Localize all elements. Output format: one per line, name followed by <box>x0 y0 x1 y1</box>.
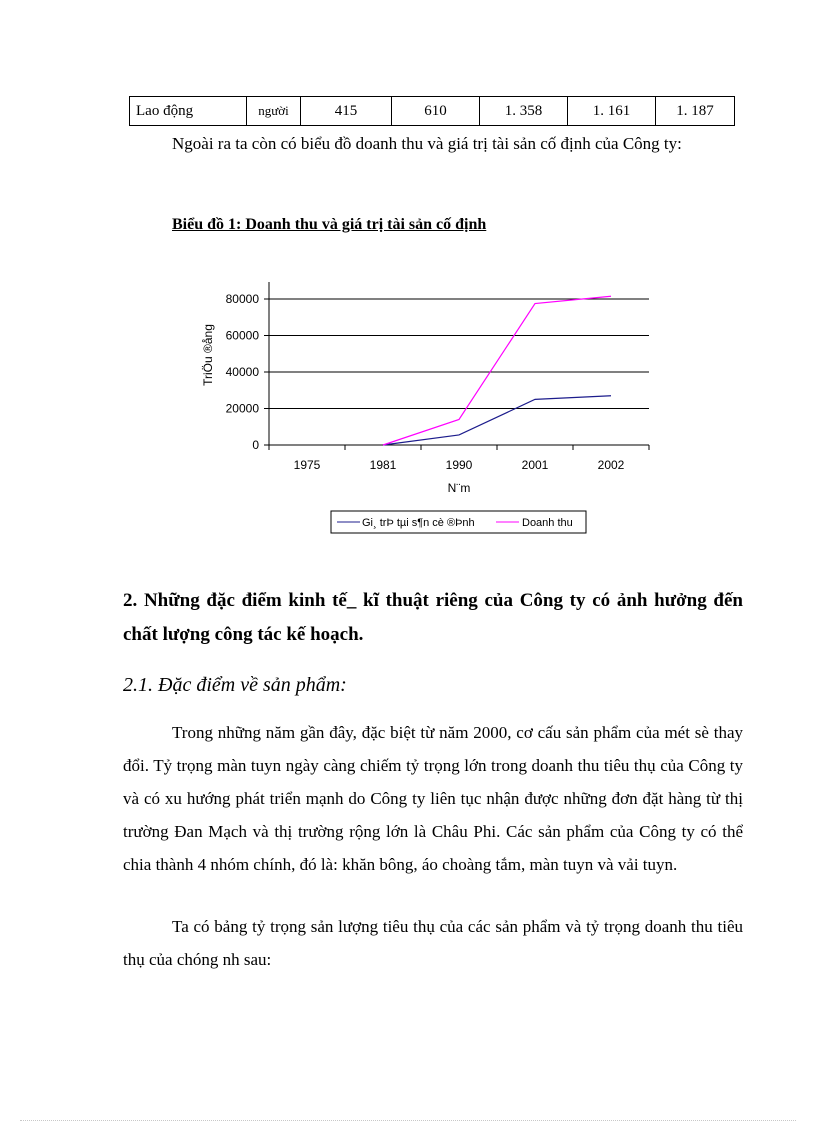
y-axis-label: TriÖu ®ång <box>201 324 215 386</box>
table-cell: 1. 161 <box>568 97 656 126</box>
x-tick-label: 1975 <box>293 458 321 472</box>
x-tick-label: 2002 <box>597 458 625 472</box>
table-cell: Lao động <box>130 97 247 126</box>
subsection-heading: 2.1. Đặc điểm về sản phẩm: <box>123 674 347 696</box>
chart-axes <box>269 282 649 445</box>
x-tick-labels <box>269 445 649 472</box>
y-tick-label: 80000 <box>225 292 259 306</box>
chart-legend <box>331 511 586 533</box>
y-tick-label: 0 <box>252 438 259 452</box>
series-line <box>383 396 611 445</box>
chart-gridlines <box>264 299 649 445</box>
table-cell: 610 <box>392 97 480 126</box>
y-tick-label: 40000 <box>225 365 259 379</box>
table-row <box>130 97 735 126</box>
intro-paragraph: Ngoài ra ta còn có biểu đồ doanh thu và giá trị tài sản cố định của Công ty: <box>172 134 682 153</box>
body-paragraph: Trong những năm gần đây, đặc biệt từ năm 2000, cơ cấu sản phẩm của mét sè thay đổi. Tỷ trọng màn tuyn ngày càng chiếm tỷ trọng lớn trong doanh thu tiêu thụ của Công ty và có xu hướng phát triển mạnh do Công ty liên tục nhận được những đơn đặt hàng từ thị trường Đan Mạch và thị trường rộng lớn là Châu Phi. Các sản phẩm của Công ty có thể chia thành 4 nhóm chính, đó là: khăn bông, áo choàng tắm, màn tuyn và vải tuyn. <box>123 723 743 874</box>
y-tick-labels <box>226 292 260 452</box>
table-cell: 415 <box>301 97 392 126</box>
section-heading: 2. Những đặc điểm kinh tế_ kĩ thuật riêng của Công ty có ảnh hưởng đến chất lượng công tác kế hoạch. <box>123 590 743 645</box>
line-chart <box>190 270 630 540</box>
table-cell: 1. 358 <box>480 97 568 126</box>
y-tick-label: 60000 <box>225 328 259 343</box>
table-cell: người <box>247 97 301 126</box>
x-tick-label: 2001 <box>521 458 549 472</box>
page-divider <box>20 1120 796 1121</box>
x-tick-label: 1981 <box>369 458 397 472</box>
x-tick-label: 1990 <box>445 458 473 472</box>
chart-series <box>383 296 611 445</box>
chart-title: Biểu đồ 1: Doanh thu và giá trị tài sản cố định <box>172 216 487 233</box>
series-line <box>383 296 611 445</box>
table-cell: 1. 187 <box>656 97 735 126</box>
legend-label: Doanh thu <box>522 517 573 529</box>
x-axis-label: N¨m <box>447 481 471 495</box>
data-table <box>129 96 735 126</box>
body-paragraph: Ta có bảng tỷ trọng sản lượng tiêu thụ của các sản phẩm và tỷ trọng doanh thu tiêu thụ của chóng nh sau: <box>123 917 743 969</box>
y-tick-label: 20000 <box>225 401 259 416</box>
legend-label: Gi¸ trÞ tµi s¶n cè ®Þnh <box>362 517 475 529</box>
